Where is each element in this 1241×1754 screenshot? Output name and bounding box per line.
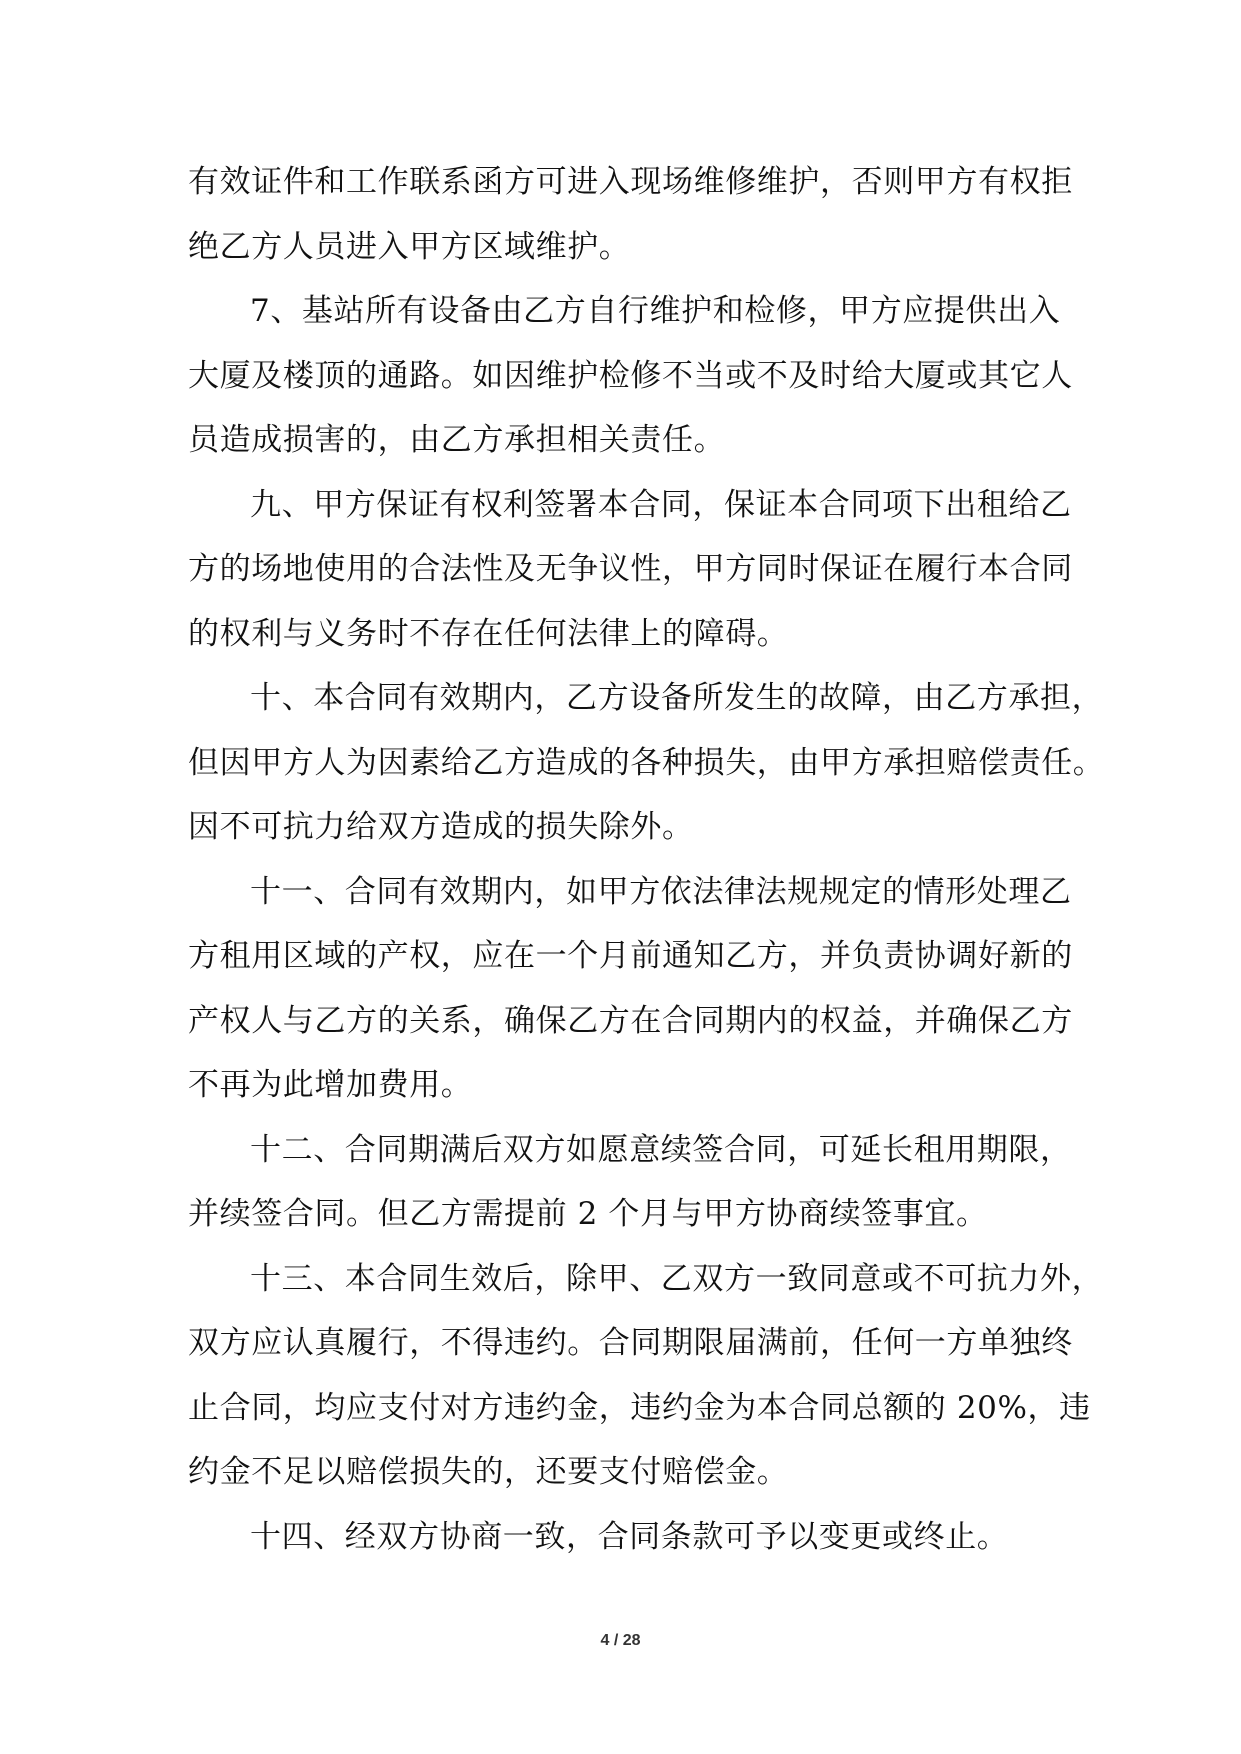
text-line: 绝乙方人员进入甲方区域维护。 <box>188 228 631 265</box>
text-line: 止合同，均应支付对方违约金，违约金为本合同总额的 20%，违 <box>188 1389 1091 1426</box>
clause-7-start: 7、基站所有设备由乙方自行维护和检修，甲方应提供出入 <box>250 293 1061 329</box>
text-line: 并续签合同。但乙方需提前 2 个月与甲方协商续签事宜。 <box>188 1196 988 1232</box>
clause-12-start: 十二、合同期满后双方如愿意续签合同，可延长租用期限， <box>250 1131 1072 1168</box>
clause-10-start: 十、本合同有效期内，乙方设备所发生的故障，由乙方承担， <box>250 680 1104 716</box>
clause-9-start: 九、甲方保证有权利签署本合同，保证本合同项下出租给乙 <box>250 486 1072 523</box>
text-line: 的权利与义务时不存在任何法律上的障碍。 <box>188 615 789 652</box>
clause-13-start: 十三、本合同生效后，除甲、乙双方一致同意或不可抗力外， <box>250 1260 1104 1297</box>
text-line: 方租用区域的产权，应在一个月前通知乙方，并负责协调好新的 <box>188 938 1073 974</box>
text-line: 约金不足以赔偿损失的，还要支付赔偿金。 <box>188 1454 789 1490</box>
text-line: 大厦及楼顶的通路。如因维护检修不当或不及时给大厦或其它人 <box>188 357 1073 394</box>
text-line: 但因甲方人为因素给乙方造成的各种损失，由甲方承担赔偿责任。 <box>188 744 1105 781</box>
text-line: 产权人与乙方的关系，确保乙方在合同期内的权益，并确保乙方 <box>188 1002 1073 1039</box>
text-line: 有效证件和工作联系函方可进入现场维修维护，否则甲方有权拒 <box>188 164 1073 200</box>
text-line: 双方应认真履行，不得违约。合同期限届满前，任何一方单独终 <box>188 1325 1073 1361</box>
text-line: 不再为此增加费用。 <box>188 1067 473 1103</box>
clause-11-start: 十一、合同有效期内，如甲方依法律法规规定的情形处理乙 <box>250 873 1072 910</box>
clause-14-start: 十四、经双方协商一致，合同条款可予以变更或终止。 <box>250 1518 1009 1555</box>
text-line: 因不可抗力给双方造成的损失除外。 <box>188 809 694 845</box>
text-line: 方的场地使用的合法性及无争议性，甲方同时保证在履行本合同 <box>188 551 1073 587</box>
contract-body <box>188 160 1105 1579</box>
page-number: 4 / 28 <box>600 1632 641 1649</box>
text-line: 员造成损害的，由乙方承担相关责任。 <box>188 422 726 458</box>
